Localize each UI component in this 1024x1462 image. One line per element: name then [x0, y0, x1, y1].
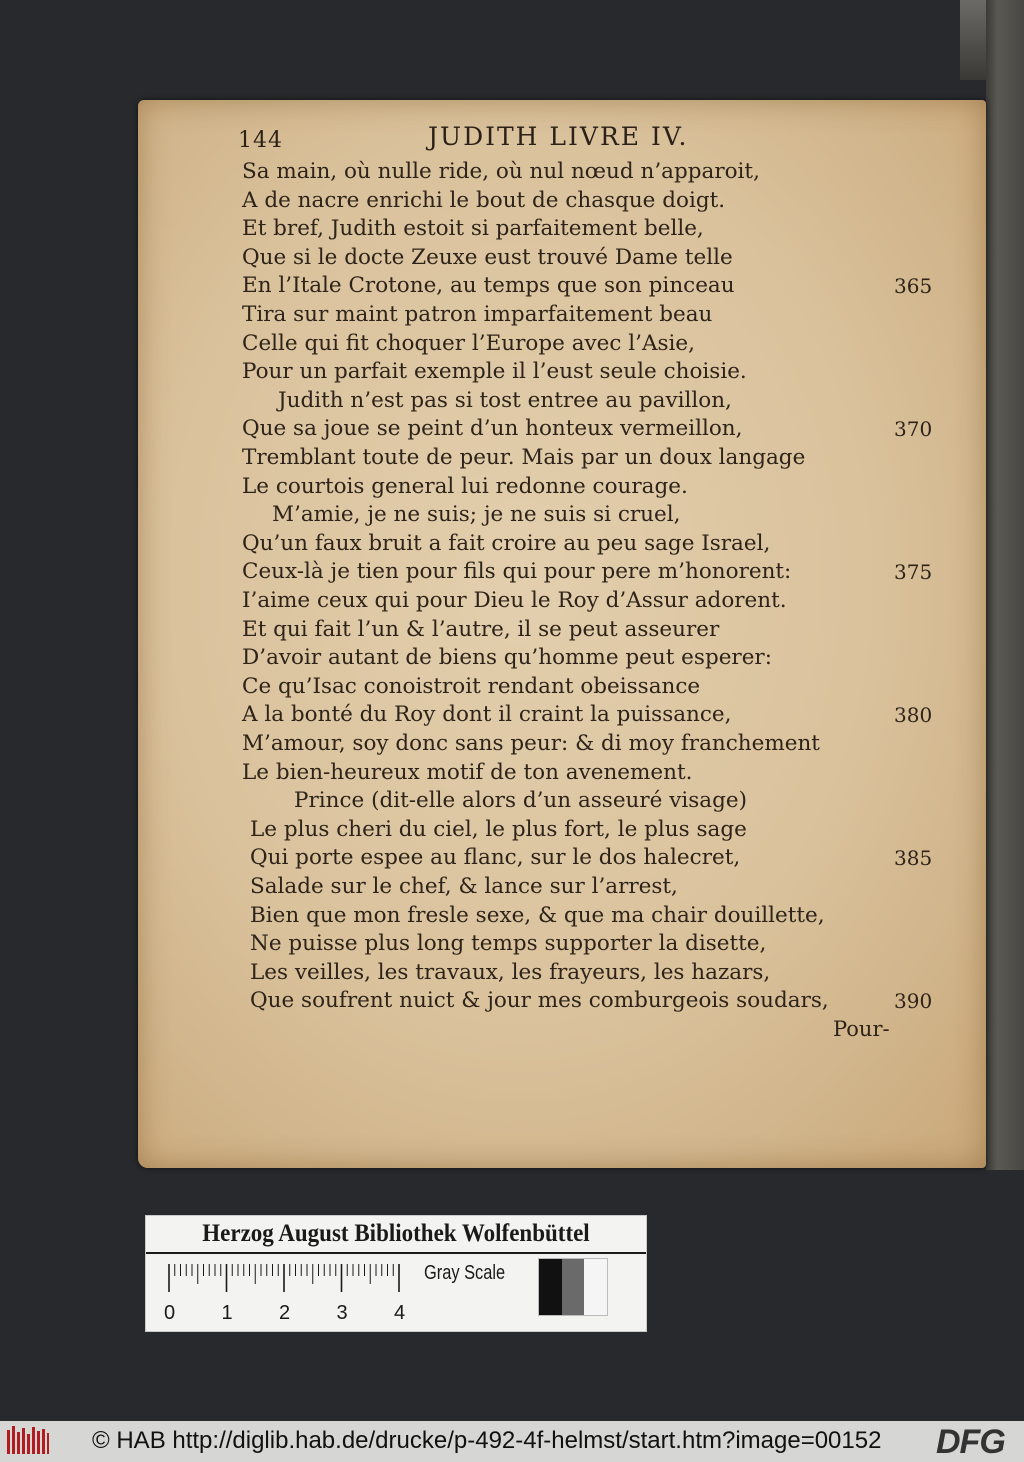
verse-line: Qui porte espee au flanc, sur le dos halecret, — [250, 845, 741, 871]
ruler-number: 3 — [336, 1302, 348, 1324]
gray-scale-swatches — [538, 1258, 608, 1316]
card-divider — [146, 1252, 646, 1254]
ruler-number: 0 — [164, 1302, 176, 1324]
page-number: 144 — [238, 128, 283, 153]
verse-line: A de nacre enrichi le bout de chasque doigt. — [242, 187, 726, 213]
verse-line: Ne puisse plus long temps supporter la disette, — [250, 931, 767, 957]
verse-line: Le bien-heureux motif de ton avenement. — [242, 759, 693, 785]
line-number: 380 — [894, 703, 933, 728]
verse-line: Ceux-là je tien pour fils qui pour pere m’honorent: — [242, 559, 792, 585]
line-number: 370 — [894, 417, 933, 442]
verse-line: Qu’un faux bruit a fait croire au peu sage Israel, — [242, 530, 771, 556]
verse-line: Le plus cheri du ciel, le plus fort, le plus sage — [250, 816, 747, 842]
hab-logo-icon — [6, 1426, 50, 1456]
catchword: Pour- — [833, 1017, 890, 1041]
book-page — [138, 100, 986, 1168]
verse-line: D’avoir autant de biens qu’homme peut esperer: — [242, 645, 772, 671]
dfg-logo: DFG — [936, 1423, 1005, 1461]
verse-line: Que sa joue se peint d’un honteux vermeillon, — [242, 416, 743, 442]
verse-line: Pour un parfait exemple il l’eust seule choisie. — [242, 359, 747, 385]
verse-line: Les veilles, les travaux, les frayeurs, les hazars, — [250, 959, 771, 985]
verse-line: Que si le docte Zeuxe eust trouvé Dame telle — [242, 244, 733, 270]
verse-list — [138, 100, 986, 1168]
ruler-number: 4 — [394, 1302, 406, 1324]
line-number: 375 — [894, 560, 933, 585]
verse-line: En l’Itale Crotone, au temps que son pinceau — [242, 273, 735, 299]
verse-line: Tremblant toute de peur. Mais par un doux langage — [242, 445, 806, 470]
gray-scale-label: Gray Scale — [424, 1262, 506, 1284]
line-number: 365 — [894, 274, 933, 299]
ruler-number: 1 — [221, 1302, 233, 1324]
footer-citation: © HAB http://diglib.hab.de/drucke/p-492-4f-helmst/start.htm?image=00152 — [92, 1427, 882, 1454]
gray-swatch — [562, 1259, 585, 1315]
running-head: JUDITH LIVRE IV. — [428, 122, 689, 151]
ruler-ticks — [168, 1264, 408, 1292]
verse-line: Que soufrent nuict & jour mes comburgeois soudars, — [250, 988, 829, 1014]
verse-line: Salade sur le chef, & lance sur l’arrest, — [250, 874, 678, 899]
gray-swatch — [539, 1259, 562, 1315]
gray-swatch — [584, 1259, 607, 1315]
verse-line: Judith n’est pas si tost entree au pavillon, — [278, 387, 732, 413]
verse-line: Le courtois general lui redonne courage. — [242, 473, 688, 499]
footer-bar — [0, 1421, 1024, 1462]
scale-card — [145, 1215, 647, 1332]
ruler-numbers — [146, 1304, 446, 1328]
ruler-number: 2 — [279, 1302, 291, 1324]
verse-line: M’amie, je ne suis; je ne suis si cruel, — [272, 502, 681, 528]
verse-line: Et qui fait l’un & l’autre, il se peut asseurer — [242, 616, 720, 642]
verse-line: Tira sur maint patron imparfaitement beau — [242, 302, 713, 327]
line-number: 390 — [894, 989, 933, 1014]
line-number: 385 — [894, 846, 933, 871]
verse-line: Prince (dit-elle alors d’un asseuré visage) — [294, 788, 747, 814]
verse-line: Bien que mon fresle sexe, & que ma chair douillette, — [250, 902, 825, 928]
verse-line: M’amour, soy donc sans peur: & di moy franchement — [242, 731, 820, 756]
verse-line: Et bref, Judith estoit si parfaitement belle, — [242, 216, 704, 242]
institution-name: Herzog August Bibliothek Wolfenbüttel — [202, 1220, 590, 1247]
verse-line: Sa main, où nulle ride, où nul nœud n’apparoit, — [242, 159, 760, 184]
verse-line: A la bonté du Roy dont il craint la puissance, — [242, 702, 732, 728]
verse-line: Celle qui fit choquer l’Europe avec l’Asie, — [242, 330, 695, 356]
verse-line: Ce qu’Isac conoistroit rendant obeissance — [242, 673, 701, 699]
adjacent-page-edge — [986, 0, 1024, 1170]
verse-line: I’aime ceux qui pour Dieu le Roy d’Assur adorent. — [242, 588, 787, 613]
